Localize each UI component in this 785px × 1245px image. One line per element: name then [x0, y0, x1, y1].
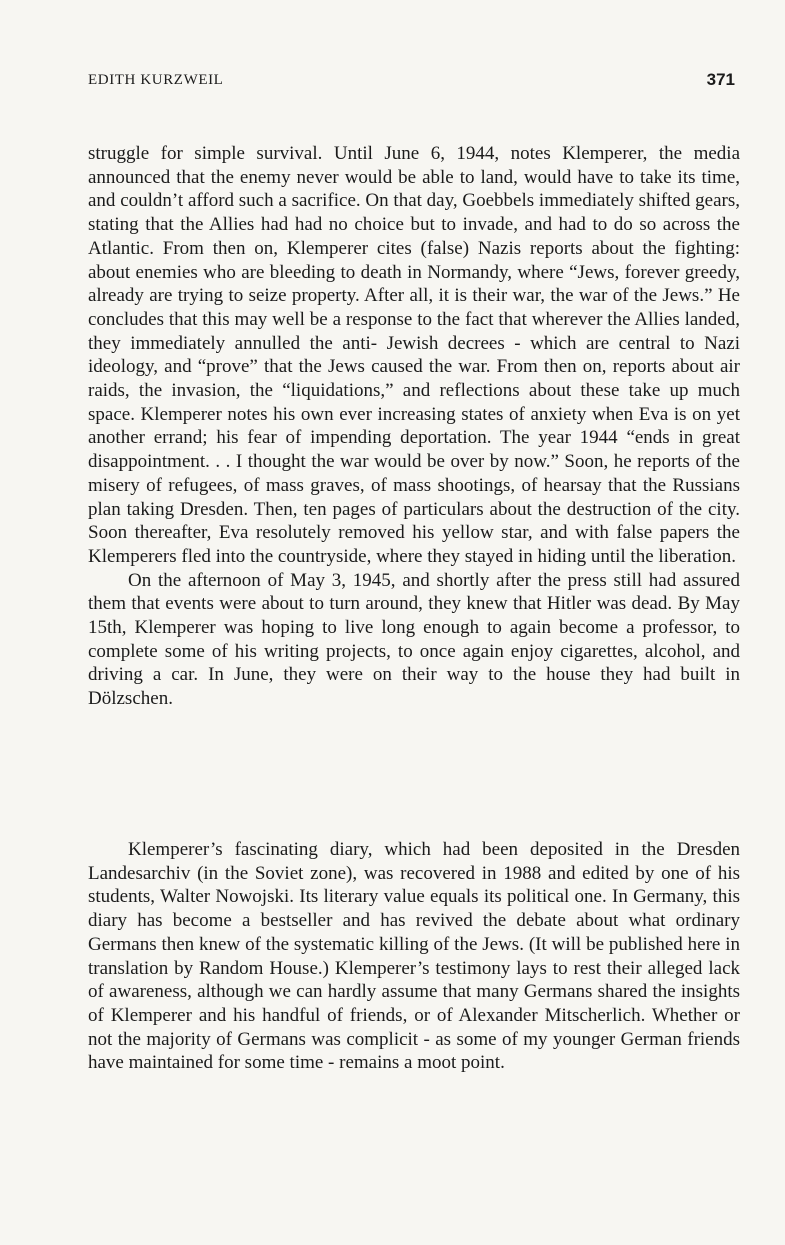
- running-header-author: EDITH KURZWEIL: [88, 72, 224, 88]
- main-text-block: [88, 142, 740, 711]
- second-text-block: [88, 838, 740, 1075]
- page-number: 371: [706, 70, 735, 89]
- paragraph-diary: Klemperer’s fascinating diary, which had been deposited in the Dresden Landesarchiv (in the Soviet zone), was recovered in 1988 and edited by one of his students, Walter Nowojski. Its literary value equals its political one. In Germany, this diary has become a bestseller and has revived the debate about what ordinary Germans then knew of the systematic killing of the Jews. (It will be published here in translation by Random House.) Klemperer’s testimony lays to rest their alleged lack of awareness, although we can hardly assume that many Germans shared the insights of Klemperer and his handful of friends, or of Alexander Mitscherlich. Whether or not the majority of Germans was complicit - as some of my younger German friends have maintained for some time - remains a moot point.: [88, 839, 740, 1074]
- running-header: [88, 72, 735, 96]
- paragraph-continued: struggle for simple survival. Until June 6, 1944, notes Klemperer, the media announced that the enemy never would be able to land, would have to take its time, and couldn’t afford such a sacrifice. On that day, Goebbels immediately shifted gears, stating that the Allies had had no choice but to invade, and had to do so across the Atlantic. From then on, Klemperer cites (false) Nazis reports about the fighting: about enemies who are bleeding to death in Normandy, where “Jews, forever greedy, already are trying to seize property. After all, it is their war, the war of the Jews.” He concludes that this may well be a response to the fact that wherever the Allies landed, they immediately annulled the anti- Jewish decrees - which are central to Nazi ideology, and “prove” that the Jews caused the war. From then on, reports about air raids, the invasion, the “liquidations,” and reflections about these take up much space. Klemperer notes his own ever increasing states of anxiety when Eva is on yet another errand; his fear of impending deportation. The year 1944 “ends in great disappointment. . . I thought the war would be over by now.” Soon, he reports of the misery of refugees, of mass graves, of mass shootings, of hearsay that the Russians plan taking Dresden. Then, ten pages of particulars about the destruction of the city. Soon thereafter, Eva resolutely removed his yellow star, and with false papers the Klemperers fled into the countryside, where they stayed in hiding until the liberation.: [88, 143, 740, 567]
- paragraph-may-1945: On the afternoon of May 3, 1945, and shortly after the press still had assured them that events were about to turn around, they knew that Hitler was dead. By May 15th, Klemperer was hoping to live long enough to again become a professor, to complete some of his writing projects, to once again enjoy cigarettes, alcohol, and driving a car. In June, they were on their way to the house they had built in Dölzschen.: [88, 569, 740, 710]
